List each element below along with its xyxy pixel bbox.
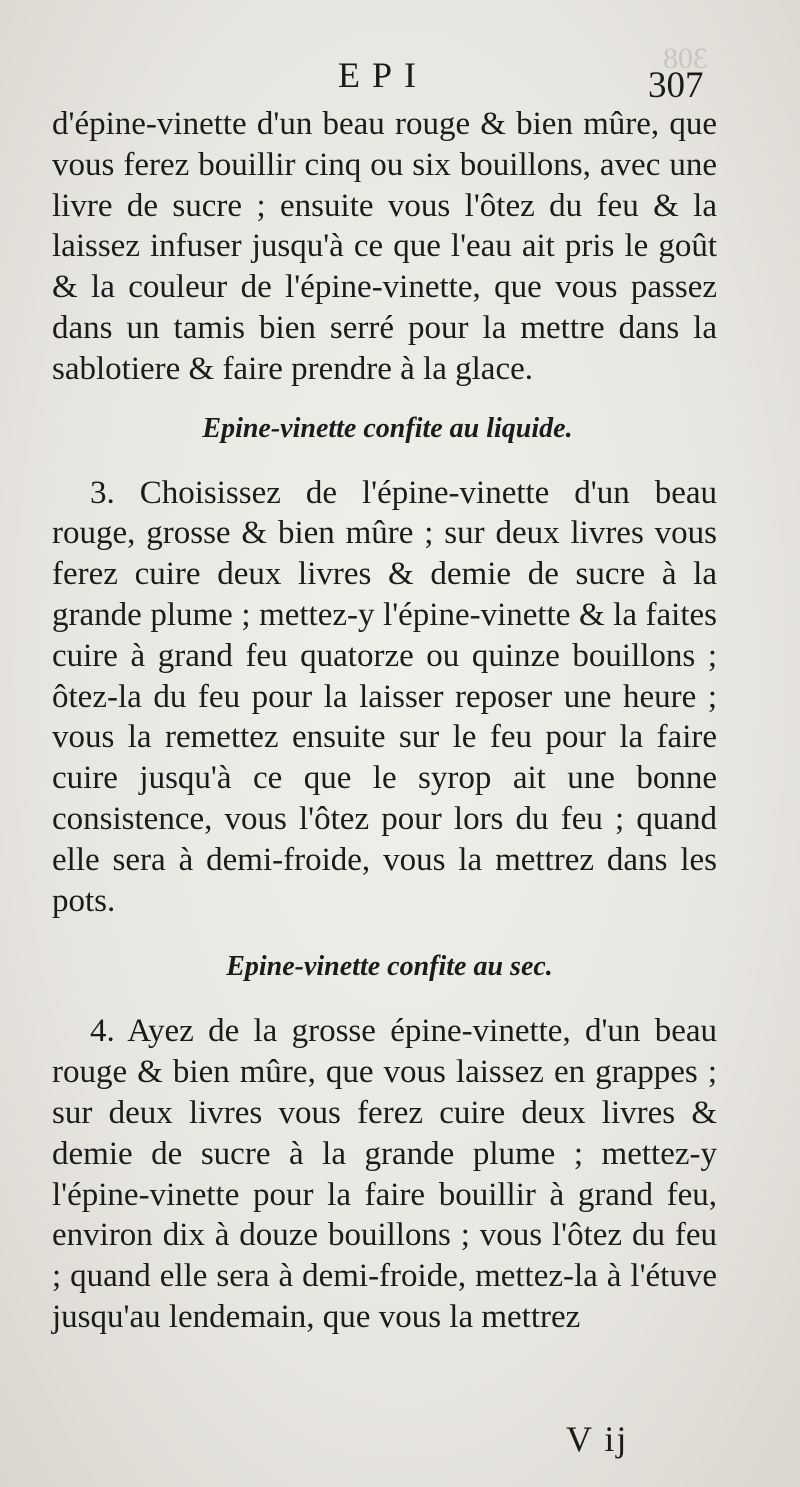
signature-mark: V ij [566, 1419, 629, 1459]
continuation-paragraph: d'épine-vinette d'un beau rouge & bien mûre, que vous ferez bouillir cinq ou six bouillons, avec une livre de sucre ; ensuite vous l'ôtez du feu & la laissez infuser jusqu'à ce que l'eau ait pris le goût & la couleur de l'épine-vinette, que vous passez dans un tamis bien serré pour la mettre dans la sablotiere & faire prendre à la glace. [52, 106, 717, 387]
page-number: 307 [648, 65, 704, 106]
recipe-paragraph-4: 4. Ayez de la grosse épine-vinette, d'un beau rouge & bien mûre, que vous laissez en grappes ; sur deux livres vous ferez cuire deux livres & demie de sucre à la grande plume ; mettez-y l'épine-vinette pour la faire bouillir à grand feu, environ dix à douze bouillons ; vous l'ôtez du feu ; quand elle sera à demi-froide, mettez-la à l'étuve jusqu'au lendemain, que vous la mettrez [52, 1013, 717, 1335]
page-body [52, 104, 717, 1338]
recipe-paragraph-3: 3. Choisissez de l'épine-vinette d'un beau rouge, grosse & bien mûre ; sur deux livres vous ferez cuire deux livres & demie de sucre à la grande plume ; mettez-y l'épine-vinette & la faites cuire à grand feu quatorze ou quinze bouillons ; ôtez-la du feu pour la laisser reposer une heure ; vous la remettez ensuite sur le feu pour la faire cuire jusqu'à ce que le syrop ait une bonne consistence, vous l'ôtez pour lors du feu ; quand elle sera à demi-froide, vous la mettrez dans les pots. [52, 474, 717, 919]
section-heading-sec: Epine-vinette confite au sec. [226, 951, 553, 983]
running-head [0, 54, 800, 106]
running-title: EPI [338, 55, 428, 95]
section-heading-liquide: Epine-vinette confite au liquide. [202, 412, 573, 444]
show-through-page-number: 308 [663, 42, 708, 75]
